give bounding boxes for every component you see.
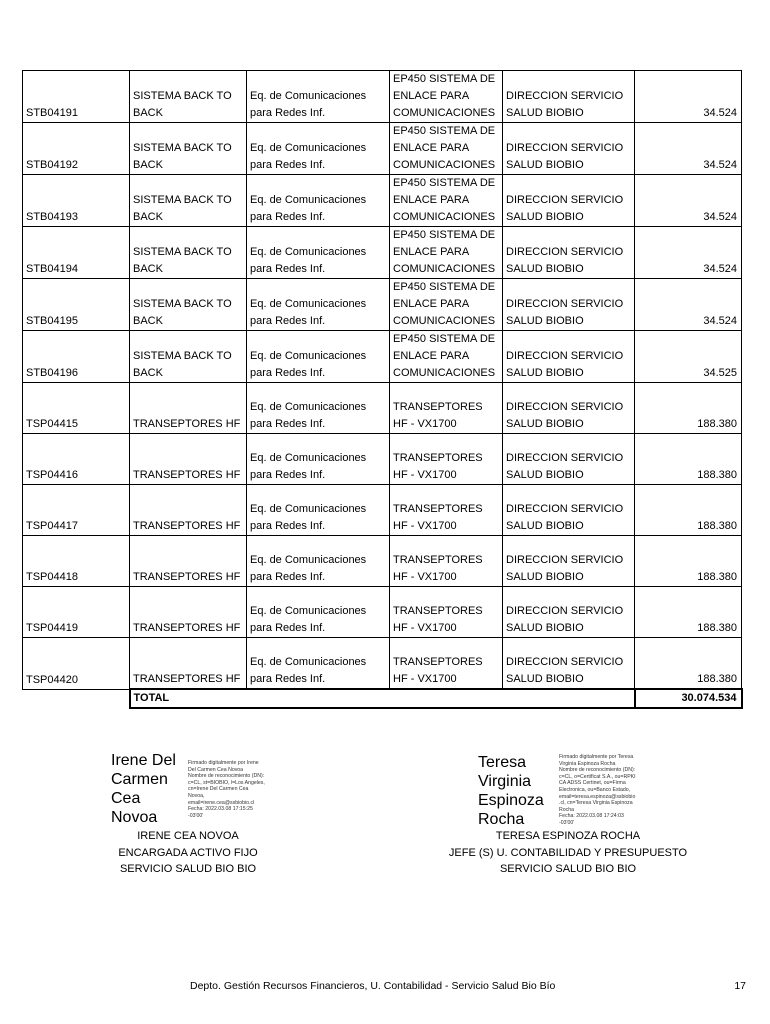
asset-name-cell: SISTEMA BACK TO BACK	[130, 175, 247, 227]
signature-name-irene	[111, 751, 186, 827]
asset-amount-cell: 188.380	[635, 485, 742, 536]
asset-name-cell: SISTEMA BACK TO BACK	[130, 331, 247, 383]
signature-meta-line: CA ADSS Certinet, ou=Firma	[559, 780, 626, 787]
signer-caption-irene	[98, 828, 278, 878]
asset-category-cell: Eq. de Comunicaciones para Redes Inf.	[247, 279, 390, 331]
asset-amount-cell: 188.380	[635, 383, 742, 434]
asset-category-cell: Eq. de Comunicaciones para Redes Inf.	[247, 434, 390, 485]
asset-description-cell: EP450 SISTEMA DE ENLACE PARA COMUNICACIONES	[390, 279, 503, 331]
asset-description-cell: EP450 SISTEMA DE ENLACE PARA COMUNICACIONES	[390, 123, 503, 175]
signer-name: IRENE CEA NOVOA	[137, 830, 239, 842]
asset-name-cell: SISTEMA BACK TO BACK	[130, 227, 247, 279]
asset-unit-cell: DIRECCION SERVICIO SALUD BIOBIO	[503, 123, 635, 175]
asset-code-cell: STB04191	[23, 71, 130, 123]
asset-name-cell: SISTEMA BACK TO BACK	[130, 279, 247, 331]
asset-amount-cell: 34.524	[635, 279, 742, 331]
asset-amount-cell: 34.524	[635, 123, 742, 175]
asset-unit-cell: DIRECCION SERVICIO SALUD BIOBIO	[503, 485, 635, 536]
signature-meta-line: Nombre de reconocimiento (DN):	[559, 767, 636, 774]
signer-role: ENCARGADA ACTIVO FIJO	[118, 846, 258, 859]
asset-code-cell: TSP04416	[23, 434, 130, 485]
asset-category-cell: Eq. de Comunicaciones para Redes Inf.	[247, 536, 390, 587]
asset-category-cell: Eq. de Comunicaciones para Redes Inf.	[247, 383, 390, 434]
asset-description-cell: EP450 SISTEMA DE ENLACE PARA COMUNICACIONES	[390, 227, 503, 279]
signature-meta-line: Nombre de reconocimiento (DN):	[188, 773, 265, 780]
signature-name-line: Rocha	[478, 811, 525, 828]
table-row	[23, 383, 742, 434]
signature-meta-line: Virginia Espinoza Rocha	[559, 760, 616, 767]
asset-description-cell: TRANSEPTORES HF - VX1700	[390, 434, 503, 485]
asset-amount-cell: 188.380	[635, 587, 742, 638]
signature-meta-line: Firmado digitalmente por Irene	[188, 760, 259, 766]
table-row	[23, 485, 742, 536]
asset-unit-cell: DIRECCION SERVICIO SALUD BIOBIO	[503, 434, 635, 485]
asset-description-cell: TRANSEPTORES HF - VX1700	[390, 536, 503, 587]
asset-amount-cell: 34.525	[635, 331, 742, 383]
asset-unit-cell: DIRECCION SERVICIO SALUD BIOBIO	[503, 536, 635, 587]
asset-description-cell: TRANSEPTORES HF - VX1700	[390, 383, 503, 434]
signer-organization: SERVICIO SALUD BIO BIO	[499, 863, 637, 875]
asset-unit-cell: DIRECCION SERVICIO SALUD BIOBIO	[503, 279, 635, 331]
asset-unit-cell: DIRECCION SERVICIO SALUD BIOBIO	[503, 638, 635, 690]
digital-signature-details-teresa	[559, 754, 644, 827]
asset-category-cell: Eq. de Comunicaciones para Redes Inf.	[247, 175, 390, 227]
page-number: 17	[734, 980, 746, 992]
asset-code-cell: TSP04415	[23, 383, 130, 434]
asset-table	[22, 70, 743, 709]
signature-meta-line: Fecha: 2022.03.08 17:24:03	[559, 813, 624, 820]
signer-organization: SERVICIO SALUD BIO BIO	[119, 863, 257, 875]
asset-description-cell: TRANSEPTORES HF - VX1700	[390, 587, 503, 638]
asset-amount-cell: 188.380	[635, 536, 742, 587]
asset-code-cell: TSP04420	[23, 638, 130, 690]
footer-department-text: Depto. Gestión Recursos Financieros, U. Contabilidad - Servicio Salud Bio Bío	[190, 980, 556, 992]
table-row	[23, 638, 742, 690]
total-row	[23, 689, 742, 708]
asset-unit-cell: DIRECCION SERVICIO SALUD BIOBIO	[503, 227, 635, 279]
asset-name-cell: TRANSEPTORES HF	[130, 536, 247, 587]
asset-code-cell: STB04195	[23, 279, 130, 331]
asset-unit-cell: DIRECCION SERVICIO SALUD BIOBIO	[503, 175, 635, 227]
asset-unit-cell: DIRECCION SERVICIO SALUD BIOBIO	[503, 587, 635, 638]
asset-name-cell: SISTEMA BACK TO BACK	[130, 71, 247, 123]
signer-name: TERESA ESPINOZA ROCHA	[495, 830, 641, 842]
signature-name-line: Novoa	[111, 809, 158, 826]
signature-meta-line: -03'00'	[188, 812, 204, 819]
asset-category-cell: Eq. de Comunicaciones para Redes Inf.	[247, 227, 390, 279]
total-row-spacer	[23, 689, 130, 708]
signature-meta-line: c=CL, st=BIOBIO, l=Los Angeles,	[188, 779, 265, 786]
asset-amount-cell: 188.380	[635, 434, 742, 485]
asset-name-cell: TRANSEPTORES HF	[130, 638, 247, 690]
asset-code-cell: TSP04419	[23, 587, 130, 638]
table-row	[23, 175, 742, 227]
signer-role: JEFE (S) U. CONTABILIDAD Y PRESUPUESTO	[448, 846, 688, 859]
signature-meta-line: email=irene.cea@ssbiobio.cl	[188, 799, 255, 806]
signature-meta-line: Del Carmen Cea Novoa	[188, 766, 244, 773]
total-amount: 30.074.534	[635, 689, 742, 708]
asset-table-body	[23, 71, 742, 709]
asset-description-cell: EP450 SISTEMA DE ENLACE PARA COMUNICACIONES	[390, 175, 503, 227]
signature-meta-line: -03'00'	[559, 819, 575, 826]
asset-name-cell: TRANSEPTORES HF	[130, 587, 247, 638]
asset-amount-cell: 34.524	[635, 175, 742, 227]
table-row	[23, 227, 742, 279]
total-label: TOTAL	[130, 689, 635, 708]
signature-meta-line: c=CL, o=Certificat S.A., ou=RPKI	[559, 773, 636, 780]
signature-meta-line: Firmado digitalmente por Teresa	[559, 754, 634, 760]
asset-name-cell: TRANSEPTORES HF	[130, 434, 247, 485]
table-row	[23, 434, 742, 485]
asset-category-cell: Eq. de Comunicaciones para Redes Inf.	[247, 123, 390, 175]
signature-meta-line: Novoa,	[188, 792, 205, 799]
table-row	[23, 71, 742, 123]
signature-name-line: Irene Del	[111, 752, 176, 769]
asset-unit-cell: DIRECCION SERVICIO SALUD BIOBIO	[503, 383, 635, 434]
signature-meta-line: Fecha: 2022.03.08 17:15:25	[188, 806, 253, 813]
table-row	[23, 279, 742, 331]
asset-code-cell: TSP04418	[23, 536, 130, 587]
signature-name-line: Carmen	[111, 771, 168, 788]
asset-unit-cell: DIRECCION SERVICIO SALUD BIOBIO	[503, 331, 635, 383]
asset-description-cell: TRANSEPTORES HF - VX1700	[390, 638, 503, 690]
signature-name-line: Espinoza	[478, 792, 544, 809]
signature-meta-line: Electronica, ou=Banco Estado,	[559, 786, 631, 793]
asset-description-cell: EP450 SISTEMA DE ENLACE PARA COMUNICACIONES	[390, 331, 503, 383]
table-row	[23, 536, 742, 587]
asset-code-cell: STB04193	[23, 175, 130, 227]
asset-category-cell: Eq. de Comunicaciones para Redes Inf.	[247, 638, 390, 690]
signature-name-line: Cea	[111, 790, 141, 807]
signature-name-line: Teresa	[478, 754, 527, 771]
asset-code-cell: TSP04417	[23, 485, 130, 536]
signature-meta-line: .cl, cn=Teresa Virginia Espinoza	[559, 800, 633, 807]
asset-category-cell: Eq. de Comunicaciones para Redes Inf.	[247, 331, 390, 383]
asset-description-cell: EP450 SISTEMA DE ENLACE PARA COMUNICACIONES	[390, 71, 503, 123]
signer-caption-teresa	[440, 828, 696, 878]
digital-signature-details-irene	[188, 760, 268, 819]
signature-meta-line: email=teresa.espinoza@ssbiobio	[559, 793, 636, 800]
asset-category-cell: Eq. de Comunicaciones para Redes Inf.	[247, 485, 390, 536]
asset-code-cell: STB04192	[23, 123, 130, 175]
asset-name-cell: TRANSEPTORES HF	[130, 485, 247, 536]
table-row	[23, 331, 742, 383]
asset-amount-cell: 34.524	[635, 227, 742, 279]
signature-name-line: Virginia	[478, 773, 532, 790]
asset-description-cell: TRANSEPTORES HF - VX1700	[390, 485, 503, 536]
asset-code-cell: STB04196	[23, 331, 130, 383]
asset-category-cell: Eq. de Comunicaciones para Redes Inf.	[247, 587, 390, 638]
asset-amount-cell: 34.524	[635, 71, 742, 123]
signature-meta-line: Rocha	[559, 806, 574, 813]
asset-name-cell: SISTEMA BACK TO BACK	[130, 123, 247, 175]
asset-name-cell: TRANSEPTORES HF	[130, 383, 247, 434]
table-row	[23, 123, 742, 175]
asset-amount-cell: 188.380	[635, 638, 742, 690]
table-row	[23, 587, 742, 638]
asset-unit-cell: DIRECCION SERVICIO SALUD BIOBIO	[503, 71, 635, 123]
asset-category-cell: Eq. de Comunicaciones para Redes Inf.	[247, 71, 390, 123]
signature-name-teresa	[478, 753, 553, 829]
asset-code-cell: STB04194	[23, 227, 130, 279]
signature-meta-line: cn=Irene Del Carmen Cea	[188, 786, 249, 793]
page-footer	[0, 980, 770, 994]
